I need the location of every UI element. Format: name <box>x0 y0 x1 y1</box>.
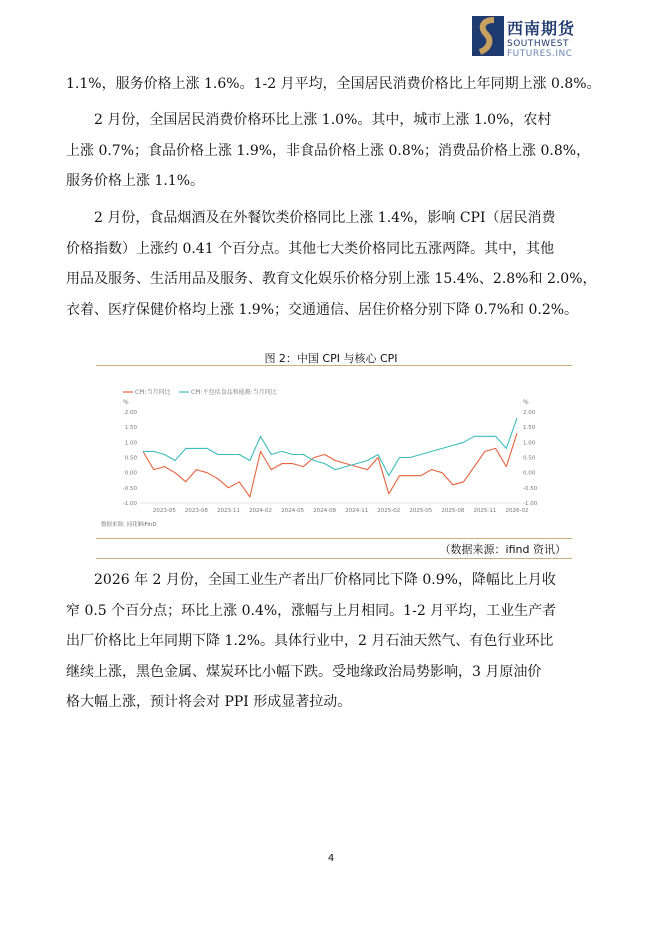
text-line: 窄 0.5 个百分点；环比上涨 0.4%，涨幅与上月相同。1-2 月平均，工业生产者 <box>66 602 557 619</box>
text-line: 继续上涨，黑色金属、煤炭环比小幅下跌。受地缘政治局势影响，3 月原油价 <box>66 663 542 680</box>
cpi-line-chart <box>99 375 567 530</box>
legend-label-core-cpi: CPI:不包括食品和能源:当月同比 <box>191 389 277 396</box>
y-tick-label-left: -1.00 <box>122 501 137 507</box>
y-tick-label-left: 2.00 <box>124 410 137 416</box>
y-tick-label-right: 1.50 <box>523 425 536 432</box>
x-tick-label: 2024-08 <box>313 508 337 514</box>
right-axis-unit: % <box>523 399 529 406</box>
text-line: 2 月份，全国居民消费价格环比上涨 1.0%。其中，城市上涨 1.0%，农村 <box>66 112 552 128</box>
figure-bottom-rule <box>96 538 572 539</box>
text-line: 2 月份，食品烟酒及在外餐饮类价格同比上涨 1.4%，影响 CPI（居民消费 <box>66 210 556 226</box>
chart-legend <box>123 388 277 396</box>
x-tick-label: 2024-02 <box>249 508 273 514</box>
y-tick-label-right: 0.00 <box>523 470 536 477</box>
y-tick-label-right: -0.50 <box>523 485 538 492</box>
paragraph-cpi-mom <box>66 105 606 197</box>
y-tick-label-right: 0.50 <box>523 455 536 462</box>
legend-label-cpi: CPI:当月同比 <box>135 389 171 396</box>
y-tick-label-right: 1.00 <box>523 440 536 447</box>
series-line-core-cpi <box>143 418 517 476</box>
x-tick-label: 2025-05 <box>409 508 433 514</box>
logo-en-line2: FUTURES.INC <box>507 49 573 59</box>
chart-inner-source: 数据来源: 同花顺iFinD <box>101 522 157 528</box>
y-tick-label-left: 0.00 <box>124 470 137 477</box>
paragraph-cpi-categories <box>66 203 606 325</box>
x-tick-label: 2023-11 <box>216 508 240 514</box>
figure-source-rule <box>96 558 572 559</box>
text-line: 服务价格上涨 1.1%。 <box>66 173 205 189</box>
y-axis-right <box>523 410 538 507</box>
x-axis <box>153 508 529 514</box>
series-layer <box>143 418 517 497</box>
text-line: 1.1%，服务价格上涨 1.6%。1-2 月平均，全国居民消费价格比上年同期上涨 0.8%。 <box>66 76 601 92</box>
x-tick-label: 2024-05 <box>281 508 305 514</box>
text-line: 用品及服务、生活用品及服务、教育文化娱乐价格分别上涨 15.4%、2.8%和 2.0%， <box>66 271 597 287</box>
y-tick-label-left: -0.50 <box>122 485 137 492</box>
y-axis-left <box>123 410 138 507</box>
logo-en-line1: SOUTHWEST <box>507 39 569 49</box>
y-tick-label-left: 1.00 <box>124 440 137 447</box>
figure-source: （数据来源：ifind 资讯） <box>439 543 566 556</box>
x-tick-label: 2025-08 <box>441 508 465 514</box>
x-tick-label: 2025-11 <box>473 508 497 514</box>
logo-text <box>507 16 575 59</box>
x-tick-label: 2023-05 <box>152 508 176 514</box>
x-tick-label: 2025-02 <box>377 508 401 514</box>
text-line: 上涨 0.7%；食品价格上涨 1.9%，非食品价格上涨 0.8%；消费品价格上涨 0.8%， <box>66 142 591 159</box>
text-line: 2026 年 2 月份，全国工业生产者出厂价格同比下降 0.9%，降幅比上月收 <box>66 572 556 588</box>
paragraph-cpi-summary <box>66 69 606 100</box>
x-tick-label: 2023-08 <box>184 508 208 514</box>
text-line: 衣着、医疗保健价格均上涨 1.9%；交通通信、居住价格分别下降 0.7%和 0.2%。 <box>66 301 579 318</box>
y-tick-label-left: 0.50 <box>124 455 137 462</box>
text-line: 价格指数）上涨约 0.41 个百分点。其他七大类价格同比五涨两降。其中，其他 <box>66 240 555 257</box>
y-tick-label-left: 1.50 <box>124 425 137 432</box>
y-tick-label-right: -1.00 <box>523 501 538 507</box>
x-tick-label: 2024-11 <box>345 508 369 514</box>
text-line: 出厂价格比上年同期下降 1.2%。具体行业中，2 月石油天然气、有色行业环比 <box>66 633 554 649</box>
figure-top-rule <box>96 365 572 366</box>
text-line: 格大幅上涨，预计将会对 PPI 形成显著拉动。 <box>66 694 352 710</box>
figure-caption: 图 2：中国 CPI 与核心 CPI <box>264 352 398 365</box>
page-number: 4 <box>327 853 335 864</box>
x-tick-label: 2026-02 <box>505 508 529 514</box>
logo-cn: 西南期货 <box>507 19 576 38</box>
left-axis-unit: % <box>123 399 129 406</box>
paragraph-ppi <box>66 565 606 718</box>
y-tick-label-right: 2.00 <box>523 410 536 416</box>
